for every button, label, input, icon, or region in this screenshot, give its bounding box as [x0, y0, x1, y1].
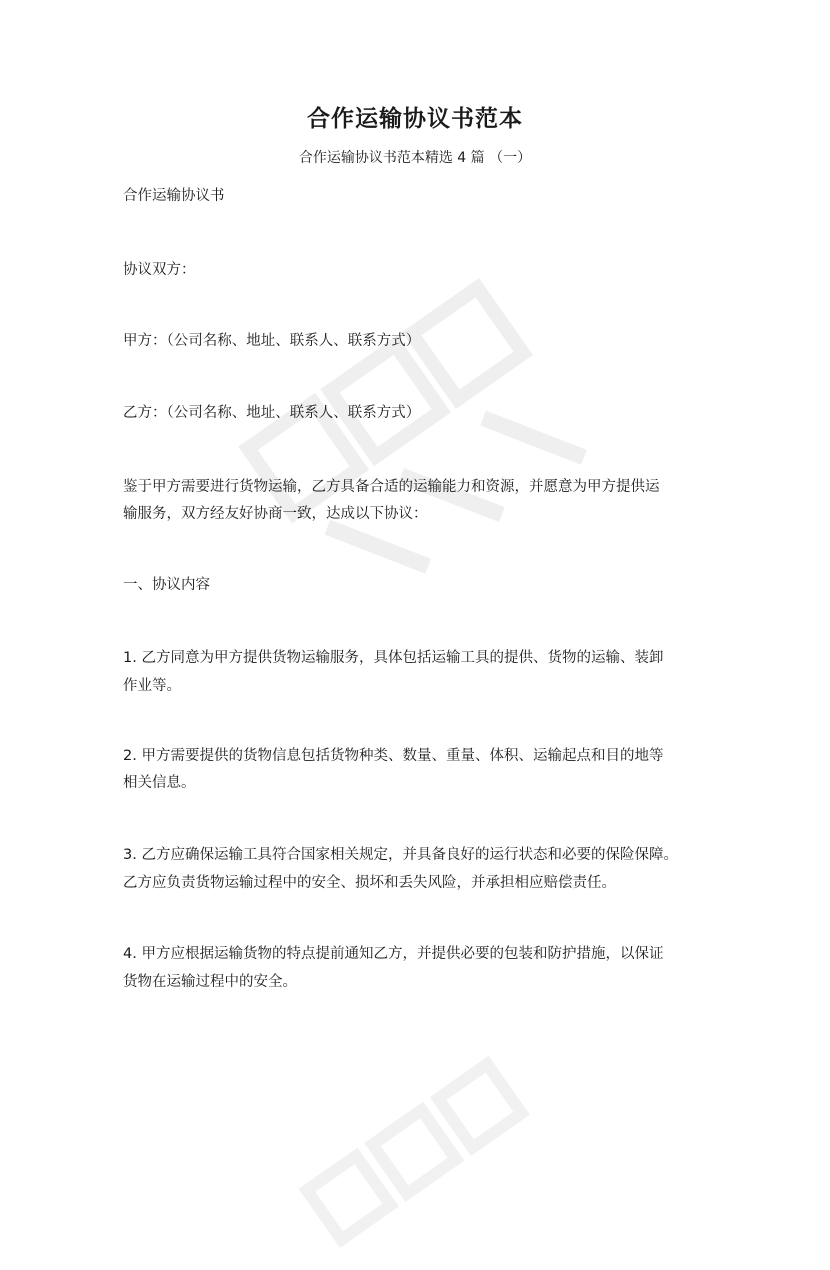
document-subtitle: 合作运输协议书范本精选 4 篇 （一） [298, 150, 532, 166]
section-heading: 一、协议内容 [123, 577, 210, 593]
party-a: 甲方：（公司名称、地址、联系人、联系方式） [123, 333, 421, 349]
document-title: 合作运输协议书范本 [307, 106, 523, 132]
watermark-logo [228, 266, 611, 635]
item-2-line-2: 相关信息。 [123, 775, 196, 791]
agreement-heading: 合作运输协议书 [123, 188, 225, 204]
preamble-line-1: 鉴于甲方需要进行货物运输，乙方具备合适的运输能力和资源，并愿意为甲方提供运 [123, 479, 660, 495]
item-4-line-1: 4. 甲方应根据运输货物的特点提前通知乙方，并提供必要的包装和防护措施，以保证 [123, 946, 664, 962]
parties-label: 协议双方： [123, 262, 196, 278]
preamble-line-2: 输服务，双方经友好协商一致，达成以下协议： [123, 506, 428, 522]
watermark-logo-bottom [293, 1050, 547, 1270]
item-3-line-1: 3. 乙方应确保运输工具符合国家相关规定，并具备良好的运行状态和必要的保险保障。 [123, 847, 678, 863]
item-3-line-2: 乙方应负责货物运输过程中的安全、损坏和丢失风险，并承担相应赔偿责任。 [123, 875, 616, 891]
item-4-line-2: 货物在运输过程中的安全。 [123, 974, 297, 990]
item-1-line-1: 1. 乙方同意为甲方提供货物运输服务，具体包括运输工具的提供、货物的运输、装卸 [123, 650, 664, 666]
party-b: 乙方：（公司名称、地址、联系人、联系方式） [123, 405, 421, 421]
item-2-line-1: 2. 甲方需要提供的货物信息包括货物种类、数量、重量、体积、运输起点和目的地等 [123, 748, 664, 764]
item-1-line-2: 作业等。 [123, 678, 181, 694]
